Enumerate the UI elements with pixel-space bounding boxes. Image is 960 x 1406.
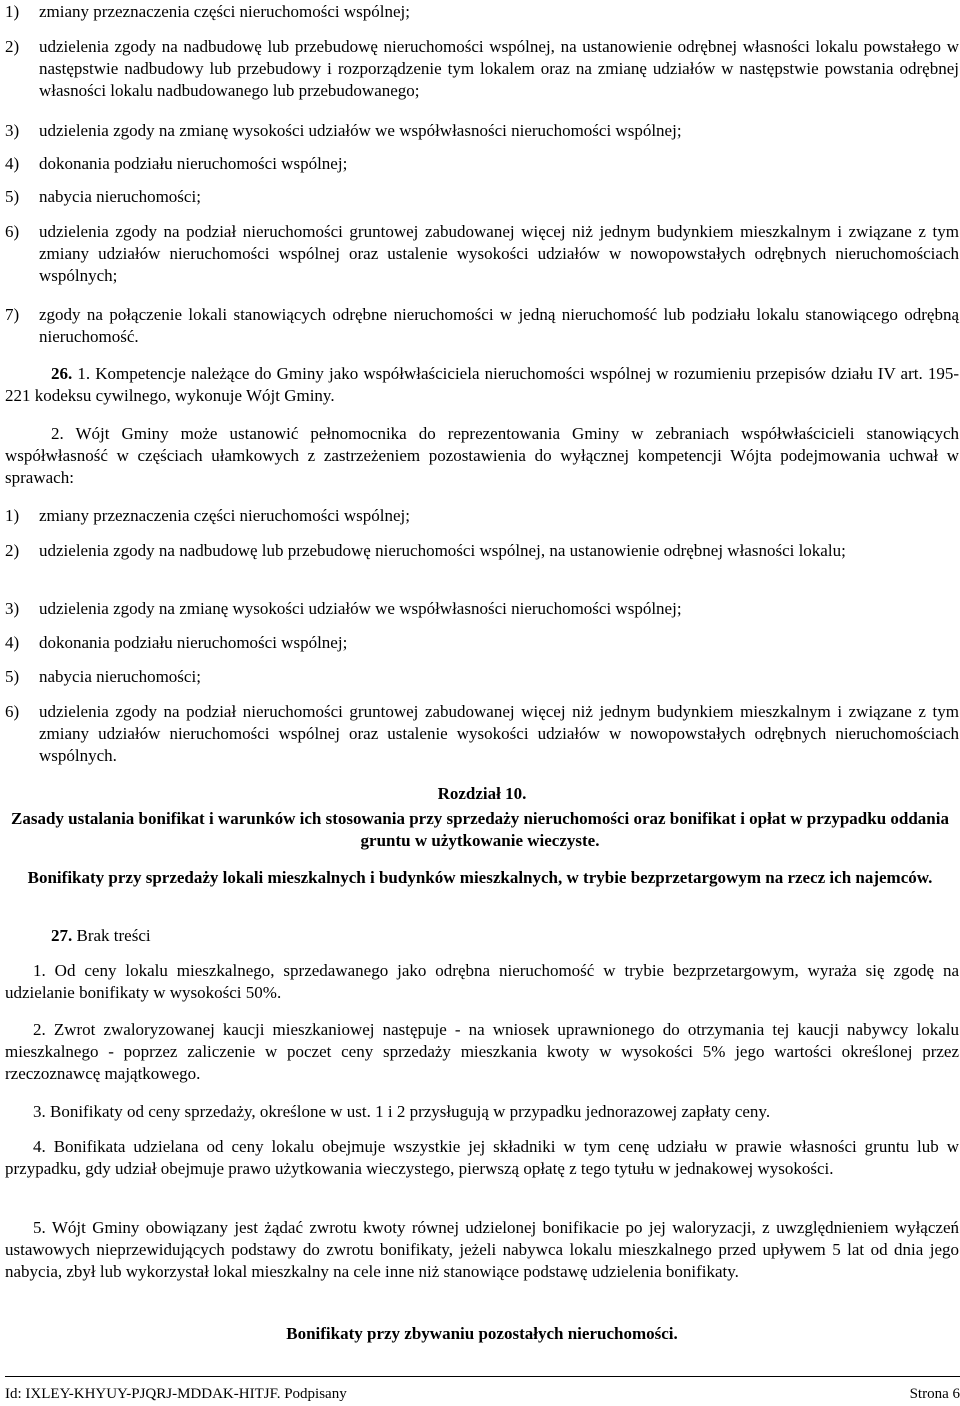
list2-item-3-text: udzielenia zgody na zmianę wysokości udziałów we współwłasności nieruchomości wspólnej; (39, 599, 682, 618)
list2-item-2-text: udzielenia zgody na nadbudowę lub przebudowę nieruchomości wspólnej, na ustanowienie odrębnej własności lokalu; (39, 541, 846, 560)
list1-item-1 (5, 1, 959, 23)
footer (5, 1385, 960, 1403)
list2-item-5-number: 5) (5, 667, 20, 686)
footer-document-id: Id: IXLEY-KHYUY-PJQRJ-MDDAK-HITJF. Podpisany (5, 1386, 347, 1402)
list2-item-1-number: 1) (5, 506, 20, 525)
list1-item-4-text: dokonania podziału nieruchomości wspólnej; (39, 154, 348, 173)
par26-point-2: 2. Wójt Gminy może ustanowić pełnomocnika do reprezentowania Gminy w zebraniach współwłaścicieli stanowiących współwłasność w częściach ułamkowych z zastrzeżeniem pozostawienia do wyłącznej kompetencji Wójta podejmowania uchwał w sprawach: (5, 424, 959, 487)
section-heading: Bonifikaty przy zbywaniu pozostałych nieruchomości. (286, 1324, 678, 1343)
par27-point-3: 3. Bonifikaty od ceny sprzedaży, określone w ust. 1 i 2 przysługują w przypadku jednorazowej zapłaty ceny. (33, 1102, 771, 1121)
par27-point-5: 5. Wójt Gminy obowiązany jest żądać zwrotu kwoty równej udzielonej bonifikacie po jej waloryzacji, z uwzględnieniem wyłączeń ustawowych nieprzewidujących podstawy do zwrotu bonifikaty, jeżeli nabywca lokalu mieszkalnego przed upływem 5 lat od dnia jego nabycia, zbył lub wykorzystał lokal mieszkalny na cele inne niż stanowiące podstawę udzielenia bonifikaty. (5, 1218, 959, 1281)
par26-point-1 (5, 363, 959, 407)
list2-item-6-number: 6) (5, 702, 20, 721)
list2-item-1-text: zmiany przeznaczenia części nieruchomości wspólnej; (39, 506, 410, 525)
list2-item-3 (5, 598, 959, 620)
list1-item-6-number: 6) (5, 222, 20, 241)
list2-item-6-text: udzielenia zgody na podział nieruchomości gruntowej zabudowanej więcej niż jednym budynkiem mieszkalnym i związane z tym zmiany udziałów nieruchomości wspólnej oraz ustalenie wysokości udziałów w nowopowstałych odrębnych nieruchomościach wspólnych. (39, 702, 959, 765)
list1-item-5-number: 5) (5, 187, 20, 206)
list2-item-4-number: 4) (5, 633, 20, 652)
list1-item-2-number: 2) (5, 37, 20, 56)
par27-point-4: 4. Bonifikata udzielana od ceny lokalu obejmuje wszystkie jej składniki w tym cenę udziału w prawie własności gruntu lub w przypadku, gdy udział obejmuje prawo użytkowania wieczystego, pierwszą opłatę z tego tytułu w jednakowej wysokości. (5, 1137, 959, 1178)
par26-label: 26. (51, 364, 73, 383)
par27-point-1: 1. Od ceny lokalu mieszkalnego, sprzedawanego jako odrębna nieruchomość w trybie bezprzetargowym, wyraża się zgodę na udzielanie bonifikaty w wysokości 50%. (5, 961, 959, 1002)
list1-item-7-number: 7) (5, 305, 20, 324)
list1-item-2 (5, 36, 959, 102)
list1-item-6-text: udzielenia zgody na podział nieruchomości gruntowej zabudowanej więcej niż jednym budynkiem mieszkalnym i związane z tym zmiany udziałów nieruchomości wspólnej oraz ustalenie wysokości udziałów w nowopowstałych odrębnych nieruchomościach wspólnych; (39, 222, 959, 285)
list2-item-5 (5, 666, 959, 688)
list1-item-1-text: zmiany przeznaczenia części nieruchomości wspólnej; (39, 2, 410, 21)
list2-item-6 (5, 701, 959, 767)
list2-item-1 (5, 505, 959, 527)
list2-item-2-number: 2) (5, 541, 20, 560)
list1-item-5 (5, 186, 959, 208)
list2-item-4 (5, 632, 959, 654)
list1-item-4 (5, 153, 959, 175)
footer-divider (5, 1376, 960, 1377)
list1-item-4-number: 4) (5, 154, 20, 173)
par27-label: 27. (51, 926, 73, 945)
list1-item-2-text: udzielenia zgody na nadbudowę lub przebudowę nieruchomości wspólnej, na ustanowienie odrębnej własności lokalu powstałego w następstwie nadbudowy lub przebudowy i rozporządzenie tym lokalem oraz na zmianę udziałów w następstwie powstania odrębnej własności lokalu nadbudowanego lub przebudowanego; (39, 37, 959, 100)
list1-item-1-number: 1) (5, 2, 20, 21)
par27-text: Brak treści (72, 926, 151, 945)
chapter-subtitle: Bonifikaty przy sprzedaży lokali mieszkalnych i budynków mieszkalnych, w trybie bezprzetargowym na rzecz ich najemców. (27, 868, 933, 887)
chapter-title: Zasady ustalania bonifikat i warunków ich stosowania przy sprzedaży nieruchomości oraz bonifikat i opłat w przypadku oddania gruntu w użytkowanie wieczyste. (11, 809, 949, 850)
list1-item-3-number: 3) (5, 121, 20, 140)
par26-point-1-text: 1. Kompetencje należące do Gminy jako współwłaściciela nieruchomości wspólnej w rozumieniu przepisów działu IV art. 195-221 kodeksu cywilnego, wykonuje Wójt Gminy. (5, 364, 959, 405)
list1-item-6 (5, 221, 959, 287)
list1-item-3-text: udzielenia zgody na zmianę wysokości udziałów we współwłasności nieruchomości wspólnej; (39, 121, 682, 140)
list1-item-7 (5, 304, 959, 348)
chapter-label: Rozdział 10. (437, 784, 527, 803)
list2-item-2 (5, 540, 959, 562)
par27-point-2: 2. Zwrot zwaloryzowanej kaucji mieszkaniowej następuje - na wniosek uprawnionego do otrzymania tej kaucji nabywcy lokalu mieszkalnego - poprzez zaliczenie w poczet ceny sprzedaży mieszkania kwoty w wysokości 5% jego wartości określonej przez rzeczoznawcę majątkowego. (5, 1020, 959, 1083)
par27-heading (5, 925, 959, 947)
list2-item-5-text: nabycia nieruchomości; (39, 667, 201, 686)
list1-item-7-text: zgody na połączenie lokali stanowiących odrębne nieruchomości w jedną nieruchomość lub podziału lokalu stanowiącego odrębną nieruchomość. (39, 305, 959, 346)
list2-item-4-text: dokonania podziału nieruchomości wspólnej; (39, 633, 348, 652)
footer-page-number: Strona 6 (909, 1386, 960, 1402)
list2-item-3-number: 3) (5, 599, 20, 618)
list1-item-5-text: nabycia nieruchomości; (39, 187, 201, 206)
list1-item-3 (5, 120, 959, 142)
